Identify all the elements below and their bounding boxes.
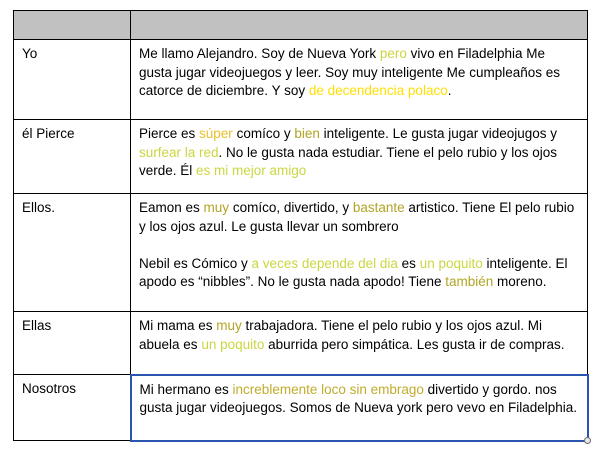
row-label-cell[interactable]: Ellas [14,312,131,375]
row-content-cell[interactable] [131,194,588,312]
highlighted-text: un poquito [201,336,265,352]
paragraph [140,381,580,418]
highlighted-text: increblemente loco sin embrago [232,381,424,397]
plain-text: vivo en Filadelphia Me gusta jugar videojuegos y leer. Soy muy inteligente Me cumpleaños es catorce de diciembre. Y soy [139,46,560,98]
table-row [14,375,588,441]
row-label-cell[interactable]: Yo [14,40,131,120]
plain-text: inteligente. Le gusta jugar videojugos y [319,126,558,141]
plain-text: moreno. [493,274,547,289]
plain-text: trabajadora. Tiene el pelo rubio y los ojos azul. Mi abuela es [139,318,542,352]
row-content-cell[interactable] [131,312,588,375]
plain-text: Nebil es Cómico y [139,255,252,271]
plain-text: . [447,83,452,98]
table-row [14,40,588,120]
plain-text: es [397,255,420,271]
table-row [14,312,588,375]
row-content-cell[interactable] [131,375,588,441]
highlighted-text: un poquito [419,255,483,271]
header-cell-left[interactable] [14,11,131,40]
highlighted-text: a veces depende del dia [251,255,398,271]
highlighted-text: muy [203,200,230,215]
plain-text: comíco y [232,126,295,141]
highlighted-text: bien [294,126,320,141]
plain-text: Eamon es [139,200,204,215]
table-header-row [14,11,588,40]
plain-text: divertido y gordo. nos gusta jugar videojuegos. Somos de Nueva york pero vevo en Filadelphia. [139,381,578,415]
content-table [13,10,589,442]
table-row [14,120,588,194]
plain-text: aburrida pero simpática. Les gusta ir de compras. [264,336,565,352]
paragraph [139,199,580,236]
plain-text: . No le gusta nada estudiar. Tiene el pelo rubio y los ojos verde. Él [139,144,558,178]
highlighted-text: súper [199,126,233,141]
header-cell-right[interactable] [131,11,588,40]
highlighted-text: de decendencia polaco [308,83,448,98]
plain-text: inteligente. El apodo es “nibbles”. No le gusta nada apodo! Tiene [139,255,568,289]
cell-resize-handle[interactable] [584,437,591,444]
paragraph [139,45,580,101]
paragraph [139,317,580,354]
row-content-cell[interactable] [131,40,588,120]
row-label-cell[interactable]: Ellos. [14,194,131,312]
plain-text: artistico. Tiene El pelo rubio y los ojos azul. Le gusta llevar un sombrero [139,200,575,234]
highlighted-text: surfear la red [139,144,219,160]
row-label-cell[interactable]: Nosotros [14,375,131,441]
paragraph [139,125,580,181]
highlighted-text: también [445,274,494,289]
plain-text: Mi mama es [139,318,217,333]
plain-text: Pierce es [139,126,200,141]
highlighted-text: muy [216,318,242,333]
plain-text: Me llamo Alejandro. Soy de Nueva York [139,46,380,61]
highlighted-text: es mi mejor amigo [196,163,307,178]
row-label-cell[interactable]: él Pierce [14,120,131,194]
highlighted-text: bastante [352,200,405,215]
highlighted-text: pero [379,46,407,61]
paragraph [139,255,580,292]
plain-text: Mi hermano es [139,381,233,397]
table-row [14,194,588,312]
plain-text: comíco, divertido, y [229,200,353,215]
row-content-cell[interactable] [131,120,588,194]
